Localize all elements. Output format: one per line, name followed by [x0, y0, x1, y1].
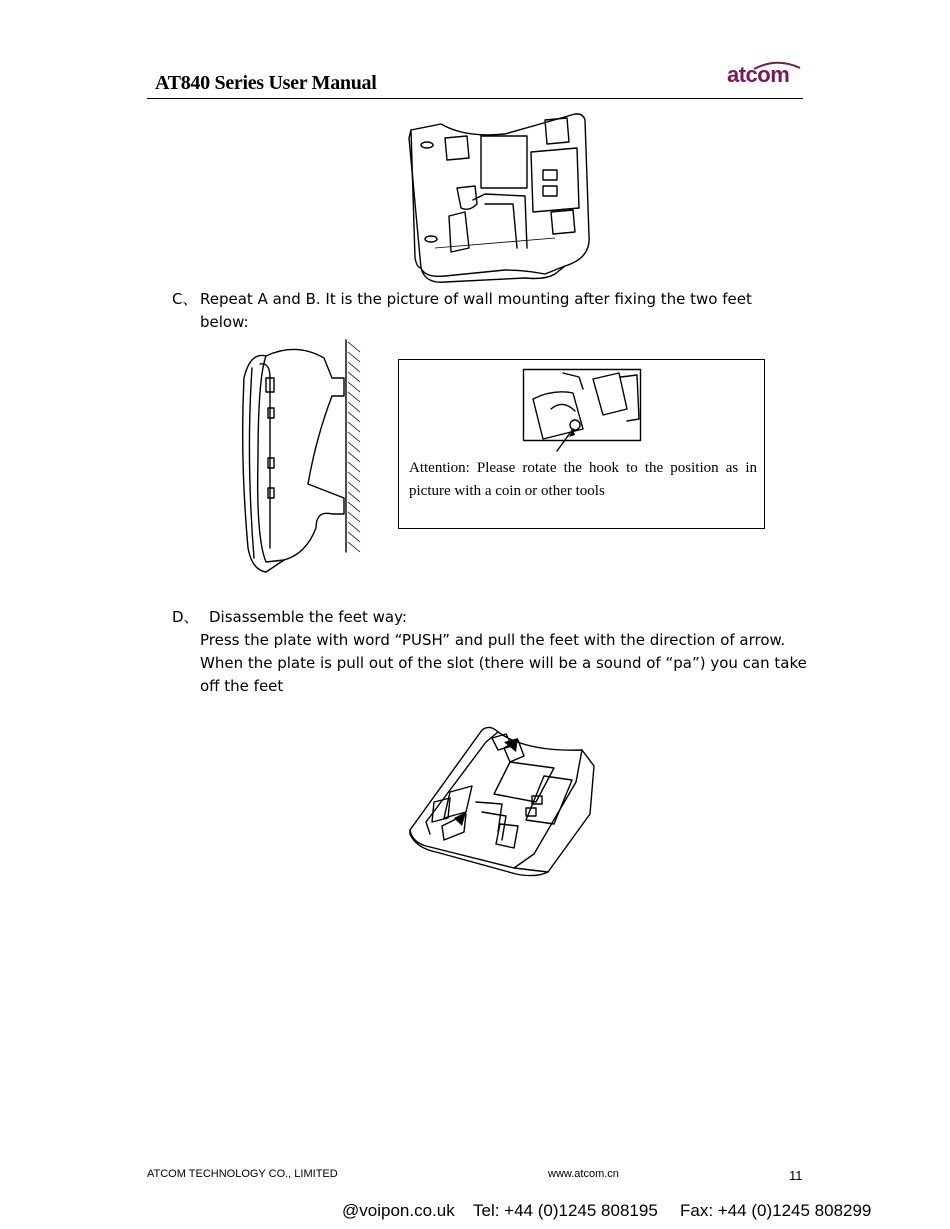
step-d-line1: Press the plate with word “PUSH” and pull the feet with the direction of arrow.: [200, 631, 786, 649]
header-rule: [147, 98, 803, 99]
contact-fax: Fax: +44 (0)1245 808299: [680, 1201, 872, 1220]
atcom-logo: atcom: [727, 62, 790, 87]
footer-website[interactable]: www.atcom.cn: [548, 1168, 619, 1180]
step-c-marker: C、: [172, 290, 198, 308]
manual-title: AT840 Series User Manual: [155, 72, 377, 94]
hook-detail-icon: [523, 369, 641, 455]
step-c-text-line2: below:: [200, 313, 249, 331]
phone-base-feet-icon: [406, 722, 598, 878]
step-d-line3: off the feet: [200, 677, 284, 695]
step-d-heading: Disassemble the feet way:: [209, 608, 407, 626]
contact-tel: Tel: +44 (0)1245 808195: [473, 1201, 658, 1220]
wall-mount-icon: [236, 338, 366, 578]
attention-text: Attention: Please rotate the hook to the position as in picture with a coin or other tools: [409, 460, 757, 499]
step-d-marker: D、: [172, 608, 199, 626]
step-c-text-line1: Repeat A and B. It is the picture of wall mounting after fixing the two feet: [200, 290, 752, 308]
contact-bar-clipped-text: [72, 1206, 332, 1212]
step-d-line2: When the plate is pull out of the slot (there will be a sound of “pa”) you can take: [200, 654, 807, 672]
contact-email[interactable]: @voipon.co.uk: [342, 1201, 455, 1220]
footer-company: ATCOM TECHNOLOGY CO., LIMITED: [147, 1168, 338, 1180]
logo-arc-icon: [752, 60, 802, 70]
phone-base-top-icon: [405, 108, 595, 288]
footer-page-number: 11: [789, 1168, 803, 1183]
